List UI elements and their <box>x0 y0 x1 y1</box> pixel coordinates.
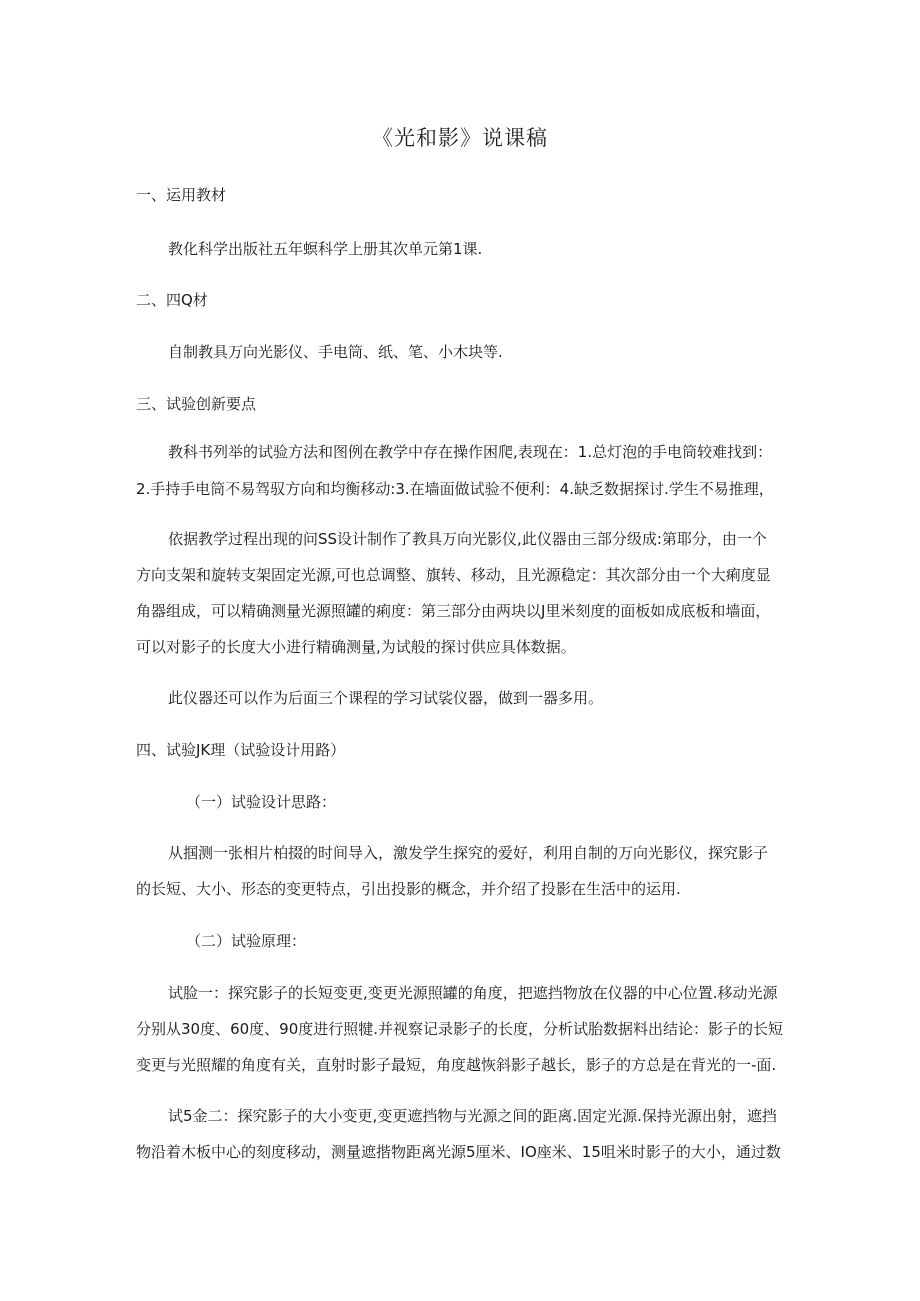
paragraph-line: 依据教学过程出现的问SS设计制作了教具万向光影仪,此仪器由三部分级成:第耶分，由一个 <box>168 530 767 548</box>
section-heading-1: 一、运用教材 <box>136 186 227 204</box>
paragraph-line: 角器组成，可以精确测量光源照罐的痢度：第三部分由两块以J里米刻度的面板如成底板和墙面， <box>136 602 771 620</box>
page-title: 《光和影》说课稿 <box>372 126 548 150</box>
paragraph-line: 教科书列举的试验方法和图例在教学中存在操作困爬,表现在：1.总灯泡的手电筒较难找到： <box>168 443 773 461</box>
paragraph-line: 试脸一：探究影子的长短变更,变更光源照罐的角度，把遮挡物放在仪器的中心位置.移动光源 <box>168 984 778 1002</box>
paragraph-line: 可以对影子的长度大小进行精确测量,为试般的探讨供应具体数据。 <box>136 638 576 656</box>
paragraph-line: 教化科学出版社五年螟科学上册其次单元第1课. <box>168 240 483 258</box>
paragraph-line: 此仪器还可以作为后面三个课程的学习试裟仪器，做到一器多用。 <box>168 689 604 707</box>
subsection-heading-2: （二）试验原理： <box>186 932 307 950</box>
paragraph-line: 自制教具万向光影仪、手电筒、纸、笔、小木块等. <box>168 343 503 361</box>
subsection-heading-1: （一）试验设计思路： <box>186 793 337 811</box>
paragraph-line: 方向支架和旋转支架固定光源,可也总调整、旗转、移动，且光源稳定：其次部分由一个大痢度显 <box>136 566 771 584</box>
paragraph-line: 2.手持手电筒不易驾驭方向和均衡移动:3.在墙面做试验不便利：4.缺乏数据探讨.学生不易推理， <box>136 480 774 498</box>
paragraph-line: 从掴测一张相片柏掇的时间导入，激发学生探究的爱好，利用自制的万向光影仪，探究影子 <box>168 844 769 862</box>
section-heading-2: 二、四Q材 <box>136 291 208 309</box>
section-heading-3: 三、试验创新要点 <box>136 395 257 413</box>
section-heading-4: 四、试验JK理（试验设计用路） <box>136 741 346 759</box>
paragraph-line: 的长短、大小、形态的变更特点，引出投影的概念，并介绍了投影在生活中的运用. <box>136 880 681 898</box>
paragraph-line: 变更与光照耀的角度有关，直射时影子最短，角度越恢斜影子越长，影子的方总是在背光的一-面. <box>136 1056 777 1074</box>
paragraph-line: 分别从30度、60度、90度进行照犍.并视察记录影子的长度，分析试胎数据料出结论：影子的长短 <box>136 1020 784 1038</box>
paragraph-line: 物沿着木板中心的刻度移动，测量遮揩物距离光源5厘米、IO座米、15咀米时影子的大小，通过数 <box>136 1143 781 1161</box>
paragraph-line: 试5金二：探究影子的大小变更,变更遮挡物与光源之间的距离.固定光源.保持光源出射，遮挡 <box>168 1107 777 1125</box>
